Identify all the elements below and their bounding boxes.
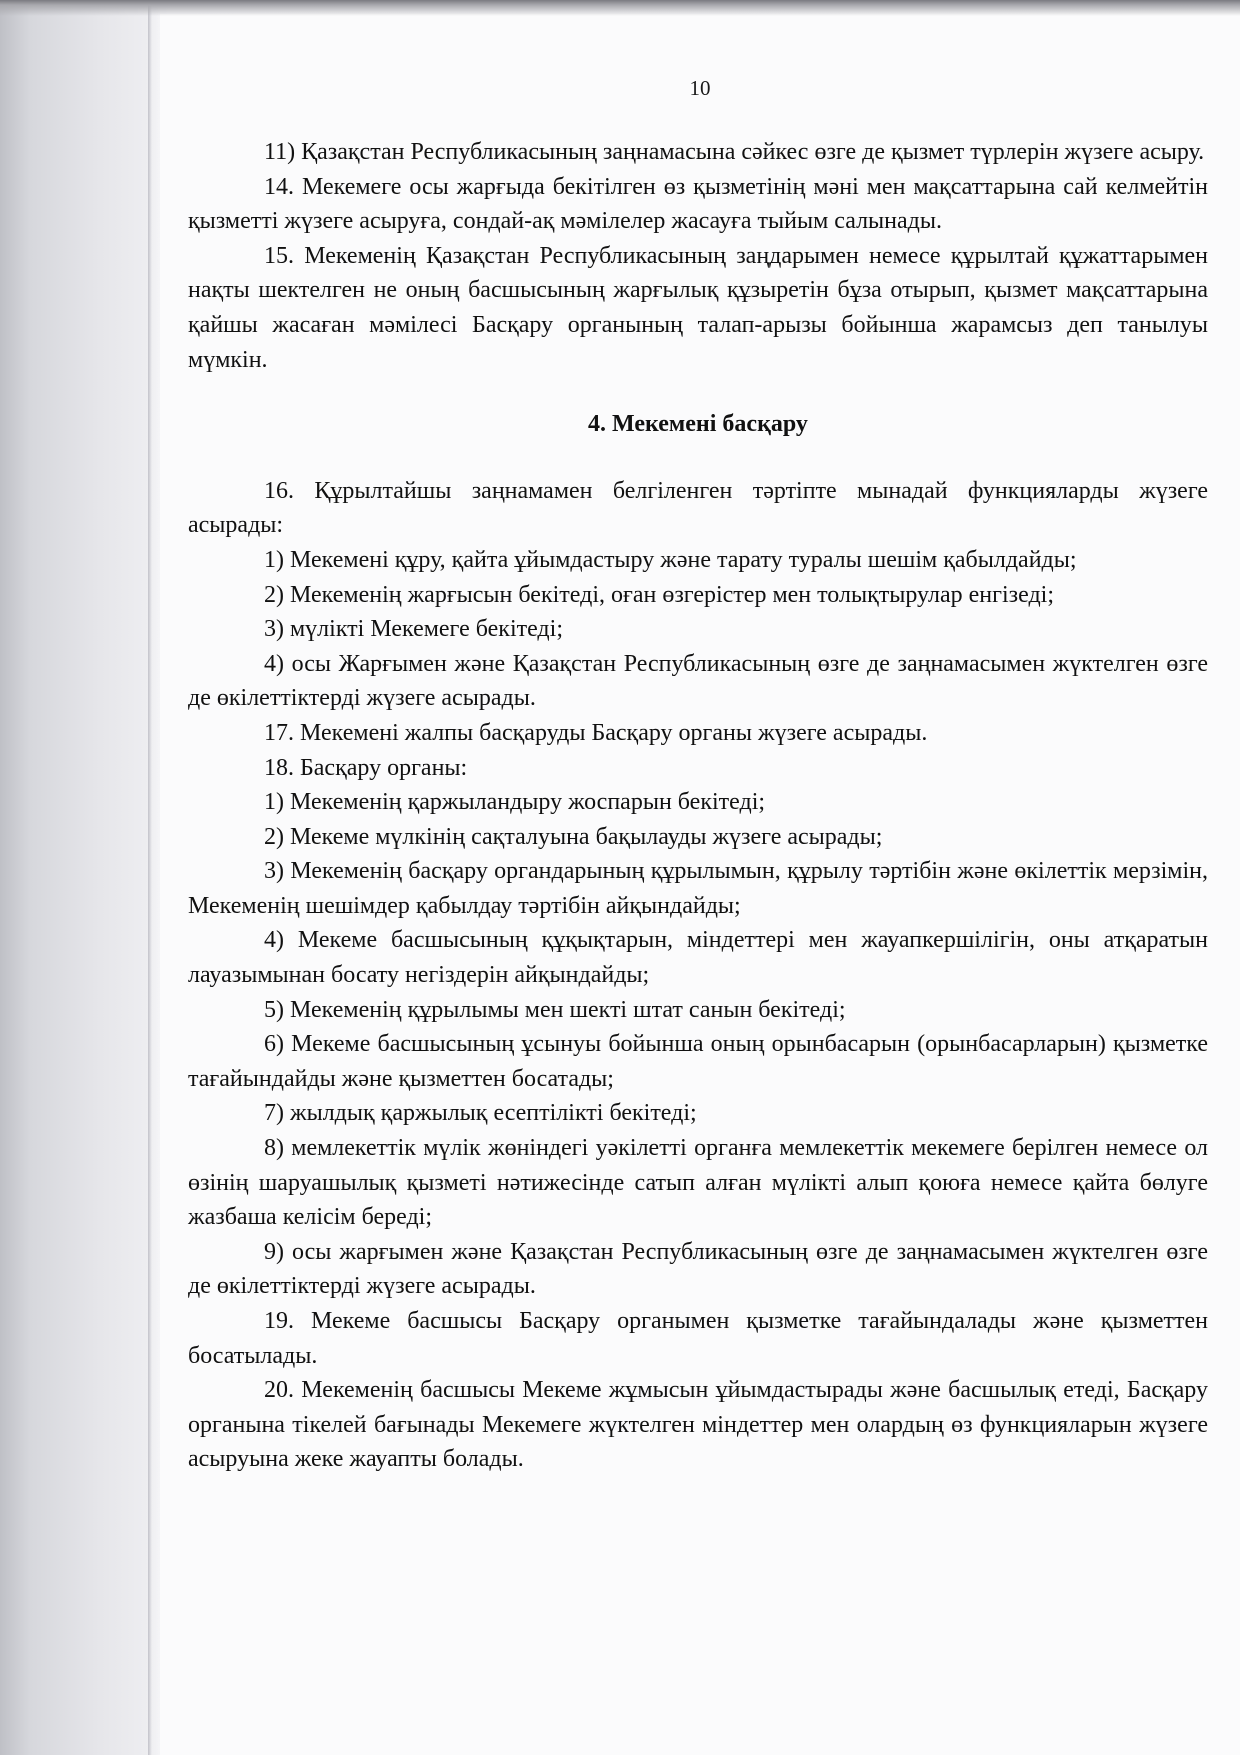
adjacent-page-shadow bbox=[0, 0, 160, 1755]
paragraph: 1) Мекеменің қаржыландыру жоспарын бекітеді; bbox=[264, 789, 766, 816]
paragraph: 15. Мекеменің Қазақстан Республикасының заңдарымен немесе құрылтай құжаттарымен нақты шектелген не оның басшысының жарғылық құзыретін бұза отырып, қызмет мақсаттарына қайшы жасаған мәмілесі Басқару органының талап-арызы бойынша жарамсыз деп танылуы мүмкін. bbox=[188, 242, 1208, 373]
page-fold-edge bbox=[148, 0, 152, 1755]
paragraph: 14. Мекемеге осы жарғыда бекітілген өз қызметінің мәні мен мақсаттарына сай келмейтін қызметті жүзеге асыруға, сондай-ақ мәмілелер жасауға тыйым салынады. bbox=[188, 173, 1208, 235]
paragraph: 4) Мекеме басшысының құқықтарын, міндеттері мен жауапкершілігін, оны атқаратын лауазымынан босату негіздерін айқындайды; bbox=[188, 927, 1208, 989]
paragraph: 2) Мекеменің жарғысын бекітеді, оған өзгерістер мен толықтырулар енгізеді; bbox=[264, 581, 1054, 608]
paragraph: 5) Мекеменің құрылымы мен шекті штат санын бекітеді; bbox=[264, 996, 846, 1023]
paragraph: 3) мүлікті Мекемеге бекітеді; bbox=[264, 616, 563, 643]
document-page bbox=[160, 14, 1240, 1755]
paragraph: 11) Қазақстан Республикасының заңнамасына сәйкес өзге де қызмет түрлерін жүзеге асыру. bbox=[264, 139, 1205, 165]
paragraph: 6) Мекеме басшысының ұсынуы бойынша оның орынбасарын (орынбасарларын) қызметке тағайындайды және қызметтен босатады; bbox=[188, 1031, 1208, 1092]
paragraph: 8) мемлекеттік мүлік жөніндегі уәкілетті органға мемлекеттік мекемеге берілген немесе ол өзінің шаруашылық қызметі нәтижесінде сатып алған мүлікті алып қоюға немесе қайта бөлуге жазбаша келісім береді; bbox=[188, 1135, 1208, 1231]
paragraph: 2) Мекеме мүлкінің сақталуына бақылауды жүзеге асырады; bbox=[264, 823, 883, 850]
paragraph: 16. Құрылтайшы заңнамамен белгіленген тәртіпте мынадай функцияларды жүзеге асырады: bbox=[188, 477, 1208, 539]
paragraph: 7) жылдық қаржылық есептілікті бекітеді; bbox=[264, 1100, 697, 1127]
paragraph: 4) осы Жарғымен және Қазақстан Республикасының өзге де заңнамасымен жүктелген өзге де өкілеттіктерді жүзеге асырады. bbox=[188, 650, 1208, 712]
paragraph: 1) Мекемені құру, қайта ұйымдастыру және тарату туралы шешім қабылдайды; bbox=[264, 546, 1077, 573]
paragraph: 17. Мекемені жалпы басқаруды Басқару органы жүзеге асырады. bbox=[264, 719, 928, 746]
paragraph: 18. Басқару органы: bbox=[264, 754, 468, 781]
section-3-continuation bbox=[188, 135, 1208, 377]
paragraph: 3) Мекеменің басқару органдарының құрылымын, құрылу тәртібін және өкілеттік мерзімін, Мекеменің шешімдер қабылдау тәртібін айқындайды; bbox=[188, 858, 1208, 919]
paragraph: 20. Мекеменің басшысы Мекеме жұмысын ұйымдастырады және басшылық етеді, Басқару органына тікелей бағынады Мекемеге жүктелген міндеттер мен олардың өз функцияларын жүзеге асыруына жеке жауапты болады. bbox=[188, 1377, 1208, 1473]
scan-top-shadow bbox=[0, 0, 1240, 16]
section-4-body bbox=[188, 474, 1208, 1477]
paragraph: 9) осы жарғымен және Қазақстан Республикасының өзге де заңнамасымен жүктелген өзге де өкілеттіктерді жүзеге асырады. bbox=[188, 1238, 1208, 1300]
paragraph: 19. Мекеме басшысы Басқару органымен қызметке тағайындалады және қызметтен босатылады. bbox=[188, 1308, 1208, 1369]
section-heading: 4. Мекемені басқару bbox=[588, 411, 808, 438]
page-body bbox=[188, 135, 1208, 1477]
page-number: 10 bbox=[689, 76, 711, 100]
